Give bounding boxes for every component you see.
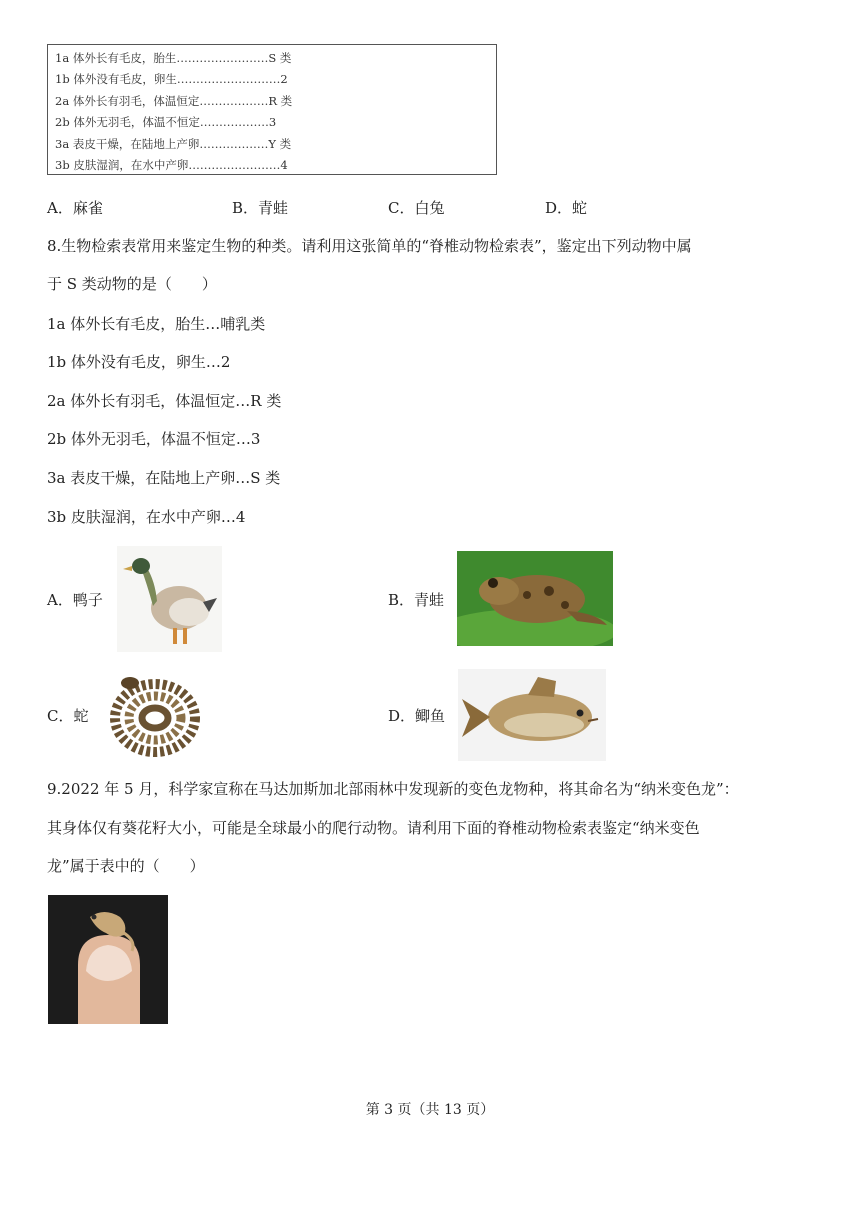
q7-option-a[interactable]: A．麻雀 — [47, 199, 103, 217]
frog-photo — [457, 551, 613, 646]
q8-key-3a: 3a 表皮干燥，在陆地上产卵…S 类 — [47, 469, 281, 487]
q7-option-c[interactable]: C．白兔 — [388, 199, 445, 217]
q8-option-d[interactable]: D．鲫鱼 — [388, 707, 446, 725]
q9-stem-line2: 其身体仅有葵花籽大小，可能是全球最小的爬行动物。请利用下面的脊椎动物检索表鉴定“纳米变色 — [47, 819, 700, 837]
snake-photo — [100, 663, 205, 765]
key-line-3b: 3b 皮肤湿润，在水中产卵……………………4 — [55, 158, 288, 173]
q8-key-2a: 2a 体外长有羽毛，体温恒定…R 类 — [47, 392, 282, 410]
q8-key-3b: 3b 皮肤湿润，在水中产卵…4 — [47, 508, 246, 526]
q8-key-1b: 1b 体外没有毛皮，卵生…2 — [47, 353, 231, 371]
page-footer: 第 3 页（共 13 页） — [365, 1102, 495, 1118]
q8-option-c[interactable]: C．蛇 — [47, 707, 89, 725]
q7-option-d[interactable]: D．蛇 — [545, 199, 588, 217]
key-line-2b: 2b 体外无羽毛，体温不恒定………………3 — [55, 115, 277, 130]
q8-option-a[interactable]: A．鸭子 — [47, 591, 103, 609]
q9-stem-line3: 龙”属于表中的（ ） — [47, 857, 205, 875]
duck-photo — [117, 546, 222, 652]
q9-stem-line1: 9.2022 年 5 月，科学家宣称在马达加斯加北部雨林中发现新的变色龙物种，将其命名为“纳米变色龙”： — [47, 780, 739, 798]
q7-option-b[interactable]: B．青蛙 — [232, 199, 289, 217]
key-line-1a: 1a 体外长有毛皮，胎生……………………S 类 — [55, 51, 292, 65]
carp-photo — [458, 669, 606, 761]
q8-key-2b: 2b 体外无羽毛，体温不恒定…3 — [47, 430, 261, 448]
q8-key-1a: 1a 体外长有毛皮，胎生…哺乳类 — [47, 315, 266, 333]
chameleon-on-fingertip-photo — [48, 895, 168, 1024]
q8-stem-line1: 8.生物检索表常用来鉴定生物的种类。请利用这张简单的“脊椎动物检索表”，鉴定出下列动物中属 — [47, 237, 692, 255]
dichotomous-key-table — [47, 44, 497, 175]
q8-option-b[interactable]: B．青蛙 — [388, 591, 445, 609]
key-line-3a: 3a 表皮干燥，在陆地上产卵………………Y 类 — [55, 136, 292, 151]
key-line-1b: 1b 体外没有毛皮，卵生………………………2 — [55, 72, 288, 87]
key-line-2a: 2a 体外长有羽毛，体温恒定………………R 类 — [55, 93, 293, 108]
q8-stem-line2: 于 S 类动物的是（ ） — [47, 275, 217, 293]
